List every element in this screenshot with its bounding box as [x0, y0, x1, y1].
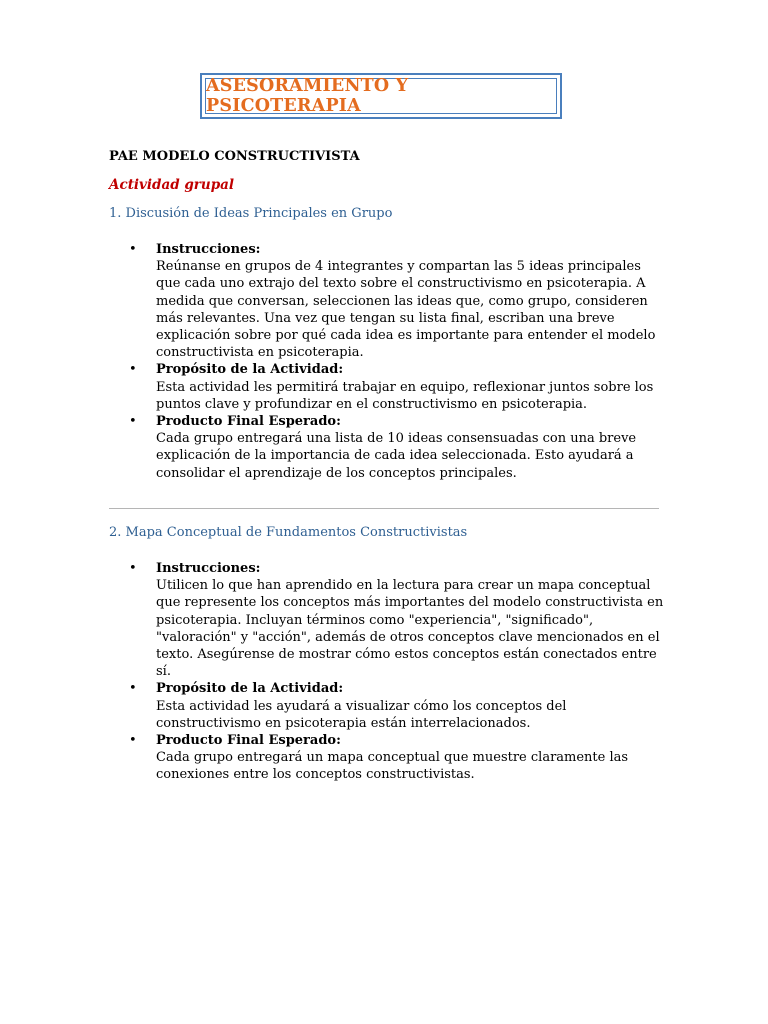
item-text: Cada grupo entregará un mapa conceptual que muestre claramente las conexiones entre los conceptos constructivistas. [156, 750, 629, 783]
item-label: • Producto Final Esperado: [156, 414, 341, 430]
activity-subheading: Actividad grupal [109, 177, 235, 193]
list-item [109, 413, 669, 482]
item-label: • Producto Final Esperado: [156, 733, 341, 749]
list-item [109, 732, 669, 784]
list-item [109, 680, 669, 732]
item-label: • Propósito de la Actividad: [156, 362, 344, 378]
document-title: ASESORAMIENTO Y PSICOTERAPIA [205, 78, 557, 114]
main-heading: PAE MODELO CONSTRUCTIVISTA [109, 149, 360, 164]
item-label: • Propósito de la Actividad: [156, 681, 344, 697]
section-divider [109, 508, 659, 509]
item-text: Esta actividad les ayudará a visualizar cómo los conceptos del constructivismo en psicoterapia están interrelacionados. [156, 698, 567, 731]
item-text: Esta actividad les permitirá trabajar en equipo, reflexionar juntos sobre los puntos clave y profundizar en el constructivismo en psicoterapia. [156, 379, 654, 412]
title-box [200, 73, 562, 119]
item-label: • Instrucciones: [156, 561, 261, 576]
list-item [109, 560, 669, 680]
section-2-list [109, 560, 669, 784]
list-item [109, 241, 669, 361]
section-1-title: 1. Discusión de Ideas Principales en Grupo [109, 206, 393, 221]
item-text: Utilicen lo que han aprendido en la lectura para crear un mapa conceptual que represente los conceptos más importantes del modelo constructivista en psicoterapia. Incluyan términos como "experiencia", "significado", "valoración" y "acción", además de otros conceptos clave mencionados en el texto. Asegúrense de mostrar cómo estos conceptos están conectados entre sí. [156, 578, 664, 680]
item-text: Cada grupo entregará una lista de 10 ideas consensuadas con una breve explicación de la importancia de cada idea seleccionada. Esto ayudará a consolidar el aprendizaje de los conceptos principales. [156, 431, 637, 481]
section-2-title: 2. Mapa Conceptual de Fundamentos Constructivistas [109, 525, 468, 540]
section-1-list [109, 241, 669, 482]
item-label: • Instrucciones: [156, 242, 261, 257]
list-item [109, 361, 669, 413]
item-text: Reúnanse en grupos de 4 integrantes y compartan las 5 ideas principales que cada uno extrajo del texto sobre el constructivismo en psicoterapia. A medida que conversan, seleccionen las ideas que, como grupo, consideren más relevantes. Una vez que tengan su lista final, escriban una breve explicación sobre por qué cada idea es importante para entender el modelo constructivista en psicoterapia. [156, 259, 656, 361]
